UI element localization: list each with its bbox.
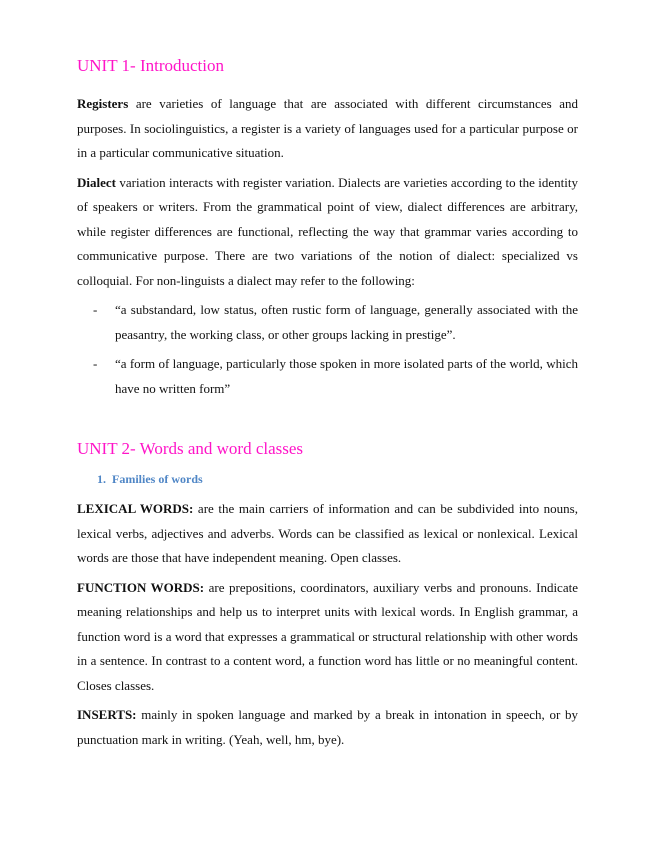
inserts-text: mainly in spoken language and marked by a break in intonation in speech, or by punctuation mark in writing. (Yeah, well, hm, bye).	[77, 707, 578, 747]
list-item	[77, 298, 578, 347]
unit1-title: UNIT 1- Introduction	[77, 56, 224, 75]
inserts-paragraph	[77, 703, 578, 752]
list-item-text: “a form of language, particularly those spoken in more isolated parts of the world, which have no written form”	[115, 356, 578, 396]
registers-text: are varieties of language that are associated with different circumstances and purposes. In sociolinguistics, a register is a variety of languages used for a particular purpose or in a particular communicative situation.	[77, 96, 578, 160]
unit2-title: UNIT 2- Words and word classes	[77, 439, 304, 458]
dialect-definitions-list	[77, 298, 578, 401]
lexical-words-text: are the main carriers of information and can be subdivided into nouns, lexical verbs, adjectives and adverbs. Words can be classified as lexical or nonlexical. Lexical words are those that have independent meaning. Open classes.	[77, 501, 578, 565]
lexical-words-paragraph	[77, 497, 578, 571]
dialect-paragraph	[77, 171, 578, 294]
lexical-words-term: LEXICAL WORDS:	[77, 501, 194, 516]
inserts-term: INSERTS:	[77, 707, 137, 722]
function-words-paragraph	[77, 576, 578, 699]
dialect-term: Dialect	[77, 174, 116, 190]
function-words-text: are prepositions, coordinators, auxiliary verbs and pronouns. Indicate meaning relationships and help us to interpret units with lexical words. In English grammar, a function word is a word that expresses a grammatical or structural relationship with other words in a sentence. In contrast to a content word, a function word has little or no meaningful content. Closes classes.	[77, 579, 578, 693]
bullet-dash: -	[93, 302, 98, 317]
dialect-text: variation interacts with register variation. Dialects are varieties according to the identity of speakers or writers. From the grammatical point of view, dialect differences are arbitrary, while register differences are functional, reflecting the way that grammar varies according to communicative purpose. There are two variations of the notion of dialect: specialized vs colloquial. For non-linguists a dialect may refer to the following:	[77, 174, 578, 288]
list-item-text: “a substandard, low status, often rustic form of language, generally associated with the peasantry, the working class, or other groups lacking in prestige”.	[115, 302, 578, 342]
registers-paragraph	[77, 92, 578, 166]
page-content	[77, 54, 578, 752]
list-item	[77, 352, 578, 401]
function-words-term: FUNCTION WORDS:	[77, 579, 205, 595]
families-of-words-subheading: 1. Families of words	[97, 472, 203, 486]
bullet-dash: -	[93, 356, 98, 371]
registers-term: Registers	[77, 96, 129, 111]
